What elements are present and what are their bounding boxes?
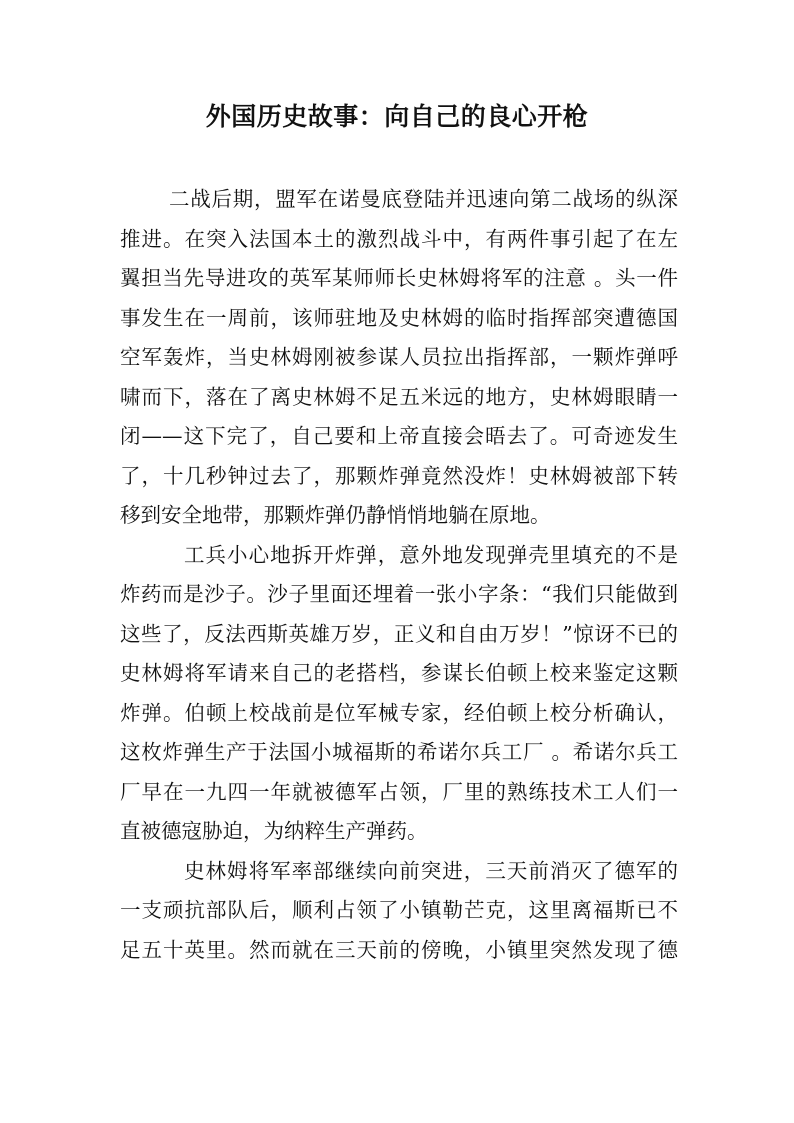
paragraph-1-line-5: 空军轰炸，当史林姆刚被参谋人员拉出指挥部，一颗炸弹呼: [120, 345, 678, 369]
paragraph-2-line-3: 这些了，反法西斯英雄万岁，正义和自由万岁！”惊讶不已的: [120, 621, 678, 646]
paragraph-1-line-9: 移到安全地带，那颗炸弹仍静悄悄地躺在原地。: [120, 503, 551, 527]
paragraph-2-line-5: 炸弹。伯顿上校战前是位军械专家，经伯顿上校分析确认，: [120, 700, 678, 725]
paragraph-1-line-4: 事发生在一周前，该师驻地及史林姆的临时指挥部突遭德国: [120, 305, 678, 330]
page-title: 外国历史故事：向自己的良心开枪: [205, 102, 589, 131]
paragraph-1-line-1: 二战后期，盟军在诺曼底登陆并迅速向第二战场的纵深: [169, 187, 678, 211]
paragraph-1-line-7: 闭——这下完了，自己要和上帝直接会晤去了。可奇迹发生: [120, 424, 678, 448]
paragraph-2-line-1: 工兵小心地拆开炸弹，意外地发现弹壳里填充的不是: [184, 542, 678, 567]
paragraph-1-line-6: 啸而下，落在了离史林姆不足五米远的地方，史林姆眼睛一: [120, 384, 678, 409]
body-text: [120, 180, 678, 970]
paragraph-1-line-2: 推进。在突入法国本土的激烈战斗中，有两件事引起了在左: [120, 226, 678, 251]
paragraph-2-line-4: 史林姆将军请来自己的老搭档，参谋长伯顿上校来鉴定这颗: [120, 661, 678, 685]
paragraph-2-line-6: 这枚炸弹生产于法国小城福斯的希诺尔兵工厂 。希诺尔兵工: [120, 740, 678, 764]
paragraph-3-line-2: 一支顽抗部队后，顺利占领了小镇勒芒克，这里离福斯已不: [120, 898, 678, 922]
paragraph-1-line-8: 了，十几秒钟过去了，那颗炸弹竟然没炸！史林姆被部下转: [120, 463, 678, 488]
paragraph-2-line-2: 炸药而是沙子。沙子里面还埋着一张小字条：“我们只能做到: [120, 582, 678, 606]
paragraph-2-line-7: 厂早在一九四一年就被德军占领，厂里的熟练技术工人们一: [120, 779, 678, 804]
paragraph-3-line-1: 史林姆将军率部继续向前突进，三天前消灭了德军的: [184, 858, 678, 883]
paragraph-2-line-8: 直被德寇胁迫，为纳粹生产弹药。: [120, 819, 428, 843]
paragraph-3-line-3: 足五十英里。然而就在三天前的傍晚，小镇里突然发现了德: [120, 937, 678, 962]
paragraph-1-line-3: 翼担当先导进攻的英军某师师长史林姆将军的注意 。头一件: [120, 266, 678, 290]
